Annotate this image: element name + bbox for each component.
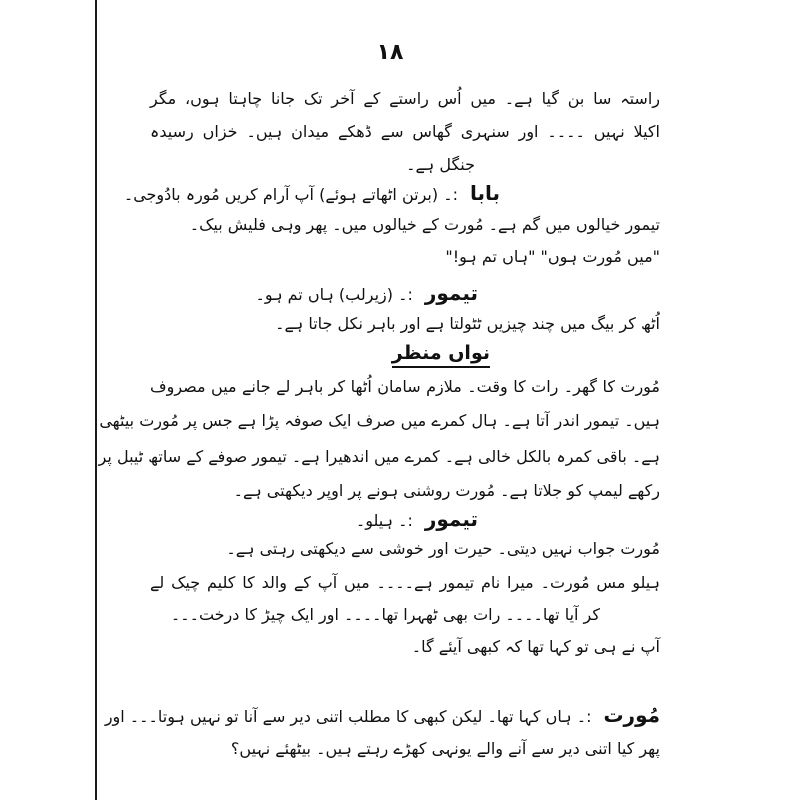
text-line: مُورت جواب نہیں دیتی۔ حیرت اور خوشی سے دیکھتی رہتی ہے۔ — [226, 539, 660, 558]
text-line: راستہ سا بن گیا ہے۔ میں اُس راستے کے آخر تک جانا چاہتا ہوں، مگر — [150, 89, 660, 108]
dialogue-text: :۔ ہیلو۔ — [355, 511, 413, 530]
speaker-name: مُورت — [603, 703, 660, 727]
scene-heading-text: نواں منظر — [392, 342, 490, 368]
text-line: "میں مُورت ہوں" "ہاں تم ہو!" — [445, 247, 660, 266]
text-line: جنگل ہے۔ — [406, 155, 475, 174]
text-line: ہے۔ باقی کمرہ بالکل خالی ہے۔ کمرے میں اندھیرا ہے۔ تیمور صوفے کے ساتھ ٹیبل پر — [98, 447, 660, 466]
dialogue-text: :۔ ہاں کہا تھا۔ لیکن کبھی کا مطلب اتنی دیر سے آنا تو نہیں ہوتا۔۔۔ اور — [104, 707, 592, 726]
dialogue-text: :۔ (زیرلب) ہاں تم ہو۔ — [255, 285, 413, 304]
page-border-line — [95, 0, 97, 800]
dialogue-line — [124, 182, 500, 206]
text-line: تیمور خیالوں میں گم ہے۔ مُورت کے خیالوں میں۔ پھر وہی فلیش بیک۔ — [189, 215, 660, 234]
speaker-name: تیمور — [424, 507, 478, 531]
speaker-name: تیمور — [424, 281, 478, 305]
text-line: ہیں۔ تیمور اندر آتا ہے۔ ہال کمرے میں صرف ایک صوفہ پڑا ہے جس پر مُورت بیٹھی — [99, 411, 660, 430]
dialogue-text: :۔ (برتن اٹھاتے ہوئے) آپ آرام کریں مُورہ بادُوجی۔ — [123, 185, 458, 204]
dialogue-line — [104, 703, 660, 728]
text-line: اکیلا نہیں ۔۔۔۔ اور سنہری گھاس سے ڈھکے میدان ہیں۔ خزاں رسیدہ — [150, 122, 660, 141]
text-line: مُورت کا گھر۔ رات کا وقت۔ ملازم سامان اُٹھا کر باہر لے جانے میں مصروف — [150, 377, 660, 396]
dialogue-line — [256, 282, 478, 306]
text-line: رکھے لیمپ کو جلاتا ہے۔ مُورت روشنی ہونے پر اوپر دیکھتی ہے۔ — [233, 481, 660, 500]
text-line: ہیلو مس مُورت۔ میرا نام تیمور ہے۔۔۔۔ میں آپ کے والد کا کلیم چیک لے — [150, 573, 660, 592]
text-line: اُٹھ کر بیگ میں چند چیزیں ٹٹولتا ہے اور باہر نکل جاتا ہے۔ — [275, 314, 660, 333]
text-line: آپ نے ہی تو کہا تھا کہ کبھی آیئے گا۔ — [411, 637, 660, 656]
text-line: کر آیا تھا۔۔۔۔ رات بھی ٹھہرا تھا۔۔۔۔ اور ایک چیڑ کا درخت۔۔۔ — [170, 605, 600, 624]
dialogue-line — [356, 508, 478, 532]
scene-heading — [392, 342, 490, 365]
text-line: پھر کیا اتنی دیر سے آنے والے یونہی کھڑے رہتے ہیں۔ بیٹھئے نہیں؟ — [230, 739, 660, 758]
page-number: ۱۸ — [376, 40, 404, 65]
speaker-name: بابا — [469, 181, 500, 205]
